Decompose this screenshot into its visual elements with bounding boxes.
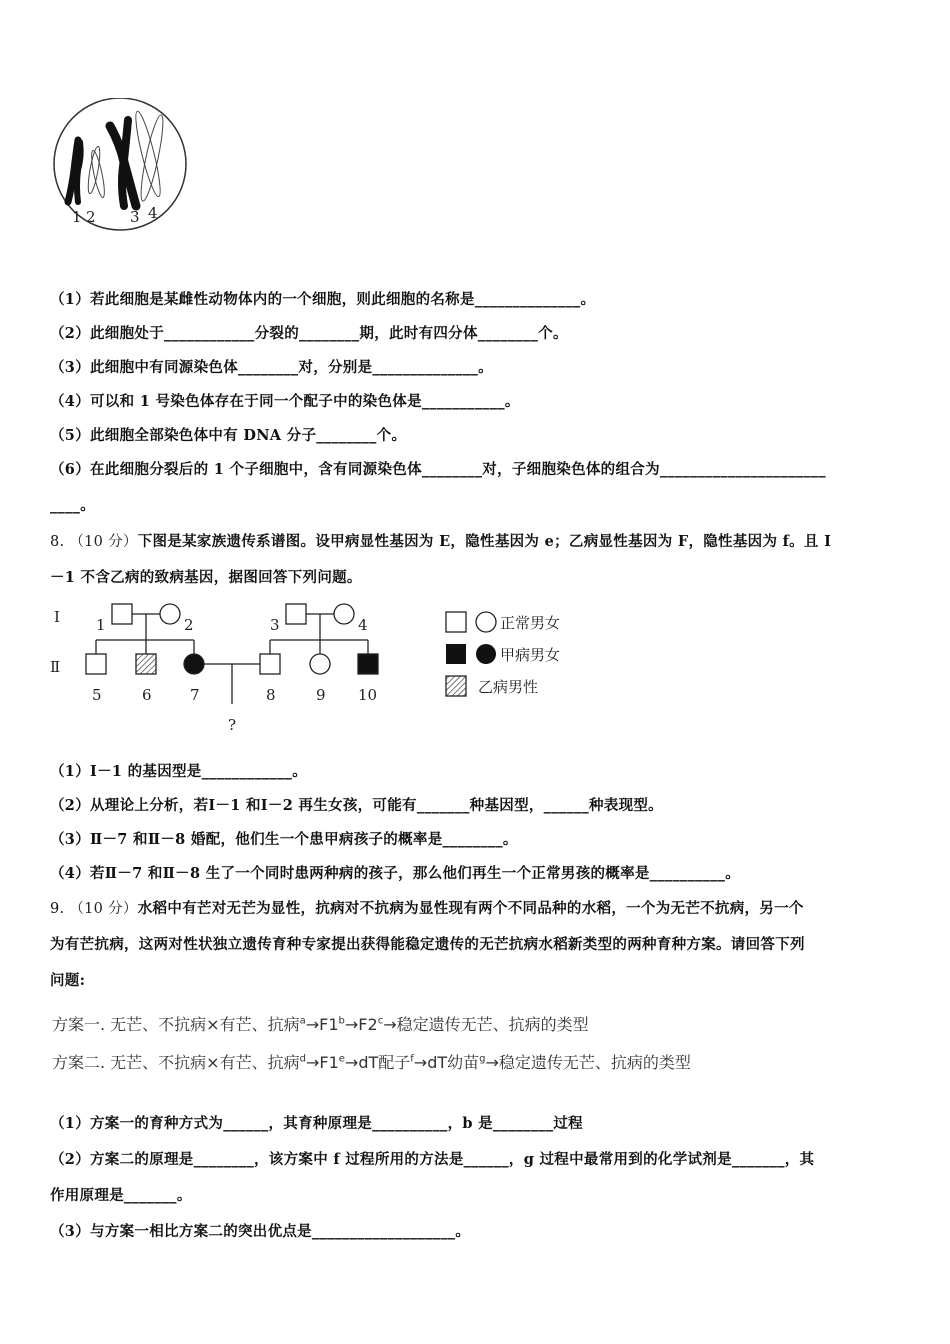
chromosome-label-4: 4 <box>148 204 158 222</box>
scheme-2-seedling: dT幼苗 <box>427 1053 480 1072</box>
legend-disease-b-male-icon <box>446 676 466 696</box>
q8-stem: 下图是某家族遗传系谱图。设甲病显性基因为 E，隐性基因为 e；乙病显性基因为 F，隐性基因为 f。且 Ⅰ <box>137 533 832 550</box>
scheme-2-gamete: dT配子 <box>358 1053 411 1072</box>
chromosome-3 <box>110 120 136 206</box>
q8-header <box>50 530 831 551</box>
label-6: 6 <box>142 686 152 704</box>
legend-normal-label: 正常男女 <box>500 614 561 632</box>
cell-figure <box>48 98 198 238</box>
label-5: 5 <box>92 686 102 704</box>
individual-10 <box>358 654 378 674</box>
pedigree-legend <box>446 612 560 696</box>
legend-normal-male-icon <box>446 612 466 632</box>
arrow-e-label: e <box>338 1053 345 1065</box>
arrow-f-label: f <box>410 1053 414 1065</box>
individual-8 <box>260 654 280 674</box>
q7-item-2: （2）此细胞处于____________分裂的________期，此时有四分体________个。 <box>50 325 568 342</box>
scheme-1: 方案一. 无芒、不抗病×有芒、抗病$^a\to F1^b\to F2^c\to$稳定遗传无芒、抗病的类型 <box>52 1015 589 1034</box>
q7-item-4: （4）可以和 1 号染色体存在于同一个配子中的染色体是___________。 <box>50 393 520 410</box>
scheme-2-suffix: 稳定遗传无芒、抗病的类型 <box>498 1053 691 1072</box>
individual-5 <box>86 654 106 674</box>
scheme-2-prefix: 方案二. 无芒、不抗病×有芒、抗病 <box>52 1053 300 1072</box>
label-10: 10 <box>358 686 378 704</box>
legend-disease-a-female-icon <box>476 644 496 664</box>
q9-item-2-cont: 作用原理是_______。 <box>50 1187 192 1204</box>
arrow-g-label: g <box>479 1053 486 1065</box>
legend-disease-a-label: 甲病男女 <box>500 646 561 664</box>
label-7: 7 <box>190 686 200 704</box>
label-1: 1 <box>96 616 106 634</box>
scheme-1-f1: F1 <box>319 1015 339 1034</box>
arrow-b-label: b <box>338 1015 345 1027</box>
q9-score: （10 分） <box>69 901 138 917</box>
legend-disease-b-label: 乙病男性 <box>478 678 539 696</box>
q8-number: 8. <box>50 534 65 550</box>
legend-normal-female-icon <box>476 612 496 632</box>
arrow-d-label: d <box>299 1053 306 1065</box>
q9-item-3: （3）与方案一相比方案二的突出优点是___________________。 <box>50 1223 471 1240</box>
q7-item-6: （6）在此细胞分裂后的 1 个子细胞中，含有同源染色体________对，子细胞染色体的组合为______________________ <box>50 461 826 478</box>
q9-stem-line2: 为有芒抗病，这两对性状独立遗传育种专家提出获得能稳定遗传的无芒抗病水稻新类型的两种育种方案。请回答下列 <box>50 936 805 953</box>
scheme-1-prefix: 方案一. 无芒、不抗病×有芒、抗病 <box>52 1015 300 1034</box>
q7-item-1: （1）若此细胞是某雌性动物体内的一个细胞，则此细胞的名称是______________。 <box>50 291 596 308</box>
legend-disease-a-male-icon <box>446 644 466 664</box>
label-9: 9 <box>316 686 326 704</box>
individual-4 <box>334 604 354 624</box>
chromosome-1 <box>68 140 81 202</box>
individual-7 <box>184 654 204 674</box>
q9-item-1: （1）方案一的育种方式为______，其育种原理是__________，b 是________过程 <box>50 1115 583 1132</box>
pedigree-chart <box>48 596 608 746</box>
q9-stem-line3: 问题: <box>50 972 86 989</box>
scheme-2: 方案二. 无芒、不抗病×有芒、抗病$^d\to F1^e\to dT$配子$^f$→dT幼苗$^g$→稳定遗传无芒、抗病的类型 <box>52 1053 691 1072</box>
chromosome-label-2: 2 <box>86 208 96 226</box>
scheme-1-suffix: 稳定遗传无芒、抗病的类型 <box>396 1015 589 1034</box>
offspring-label: ? <box>228 716 237 734</box>
individual-1 <box>112 604 132 624</box>
scheme-2-f1: F1 <box>319 1053 339 1072</box>
q8-item-1: （1）Ⅰ－1 的基因型是____________。 <box>50 763 308 780</box>
scheme-1-f2: F2 <box>358 1015 378 1034</box>
q8-item-4: （4）若Ⅱ－7 和Ⅱ－8 生了一个同时患两种病的孩子，那么他们再生一个正常男孩的概率是__________。 <box>50 865 740 882</box>
generation-label-I: Ⅰ <box>54 608 60 626</box>
q8-stem-line2: －1 不含乙病的致病基因，据图回答下列问题。 <box>50 569 362 586</box>
chromosome-label-3: 3 <box>130 208 140 226</box>
generation-label-II: Ⅱ <box>50 658 61 676</box>
q7-item-3: （3）此细胞中有同源染色体________对，分别是______________。 <box>50 359 493 376</box>
label-4: 4 <box>358 616 368 634</box>
q9-header <box>50 897 804 918</box>
label-8: 8 <box>266 686 276 704</box>
chromosome-4 <box>132 110 167 202</box>
individual-2 <box>160 604 180 624</box>
q8-item-2: （2）从理论上分析，若Ⅰ－1 和Ⅰ－2 再生女孩，可能有_______种基因型，______种表现型。 <box>50 797 663 814</box>
chromosome-2 <box>86 146 107 199</box>
q7-item-6-cont: ____。 <box>50 497 95 514</box>
q8-item-3: （3）Ⅱ－7 和Ⅱ－8 婚配，他们生一个患甲病孩子的概率是________。 <box>50 831 518 848</box>
individual-6 <box>136 654 156 674</box>
q7-item-5: （5）此细胞全部染色体中有 DNA 分子________个。 <box>50 427 407 444</box>
individual-3 <box>286 604 306 624</box>
label-3: 3 <box>270 616 280 634</box>
q9-stem: 水稻中有芒对无芒为显性，抗病对不抗病为显性现有两个不同品种的水稻，一个为无芒不抗病，另一个 <box>137 900 804 917</box>
q9-number: 9. <box>50 901 65 917</box>
individual-9 <box>310 654 330 674</box>
label-2: 2 <box>184 616 194 634</box>
q9-item-2: （2）方案二的原理是________，该方案中 f 过程所用的方法是______，g 过程中最常用到的化学试剂是_______，其 <box>50 1151 815 1168</box>
arrow-a-label: a <box>299 1015 306 1027</box>
chromosome-label-1: 1 <box>72 208 82 226</box>
q8-score: （10 分） <box>69 534 138 550</box>
arrow-c-label: c <box>377 1015 384 1027</box>
